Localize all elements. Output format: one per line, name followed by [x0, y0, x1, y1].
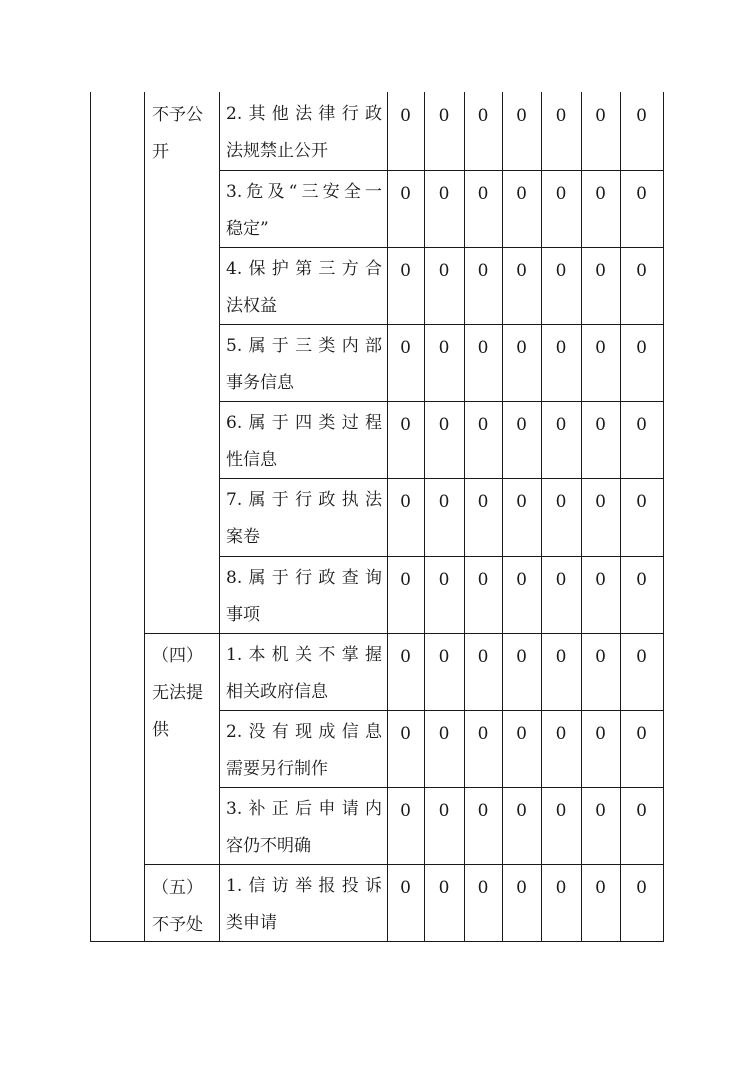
value-cell: 0: [636, 415, 647, 435]
category-line: 无法提: [152, 683, 203, 703]
value-cell: 0: [636, 801, 647, 821]
value-cell: 0: [595, 492, 606, 512]
value-cell: 0: [438, 106, 450, 126]
table-column-line: [144, 92, 145, 941]
category-not-disclosed: [152, 97, 216, 171]
value-cell: 0: [636, 184, 647, 204]
value-cell: 0: [636, 338, 647, 358]
value-cell: 0: [595, 106, 606, 126]
value-cell: 0: [477, 106, 489, 126]
value-cell: 0: [516, 184, 527, 204]
value-cell: 0: [438, 724, 450, 744]
value-cell: 0: [516, 878, 527, 898]
subcategory-line2: 稳定”: [226, 219, 269, 239]
value-cell: 0: [516, 261, 527, 281]
subcategory-cell: [226, 791, 382, 865]
table-column-line: [620, 92, 621, 941]
value-cell: 0: [595, 338, 606, 358]
value-cell: 0: [636, 570, 647, 590]
table-border-left: [90, 92, 91, 941]
table-column-line: [387, 92, 388, 941]
subcategory-line1: 4.保护第三方合: [226, 259, 382, 279]
value-cell: 0: [400, 724, 411, 744]
value-cell: 0: [636, 878, 647, 898]
value-cell: 0: [555, 338, 567, 358]
value-cell: 0: [516, 415, 527, 435]
value-cell: 0: [438, 878, 450, 898]
value-cell: 0: [438, 647, 450, 667]
value-cell: 0: [477, 878, 489, 898]
subcategory-line1: 6.属于四类过程: [226, 413, 382, 433]
value-cell: 0: [555, 415, 567, 435]
value-cell: 0: [438, 338, 450, 358]
value-cell: 0: [477, 647, 489, 667]
value-cell: 0: [595, 647, 606, 667]
value-cell: 0: [400, 647, 411, 667]
value-cell: 0: [400, 106, 411, 126]
table-column-line: [663, 92, 664, 941]
table-row-line: [144, 633, 664, 634]
value-cell: 0: [555, 570, 567, 590]
table-column-line: [502, 92, 503, 941]
subcategory-line1: 2.没有现成信息: [226, 722, 382, 742]
subcategory-line2: 案卷: [226, 527, 260, 547]
value-cell: 0: [477, 261, 489, 281]
value-cell: 0: [595, 878, 606, 898]
table-row-line: [219, 170, 664, 171]
value-cell: 0: [400, 492, 411, 512]
value-cell: 0: [555, 878, 567, 898]
subcategory-line2: 类申请: [226, 913, 277, 933]
subcategory-line1: 2.其他法律行政: [226, 104, 382, 124]
subcategory-cell: [226, 251, 382, 325]
value-cell: 0: [400, 415, 411, 435]
value-cell: 0: [438, 261, 450, 281]
value-cell: 0: [477, 724, 489, 744]
value-cell: 0: [438, 415, 450, 435]
category-line: 开: [152, 142, 169, 162]
value-cell: 0: [555, 106, 567, 126]
value-cell: 0: [516, 570, 527, 590]
value-cell: 0: [400, 570, 411, 590]
value-cell: 0: [516, 724, 527, 744]
subcategory-cell: [226, 714, 382, 788]
table-column-line: [464, 92, 465, 941]
category-line: （四）: [152, 646, 203, 666]
subcategory-line1: 7.属于行政执法: [226, 490, 382, 510]
subcategory-line1: 8.属于行政查询: [226, 568, 382, 588]
table-row-line: [219, 556, 664, 557]
value-cell: 0: [636, 261, 647, 281]
subcategory-line1: 3.补正后申请内: [226, 799, 382, 819]
subcategory-line1: 5.属于三类内部: [226, 336, 382, 356]
value-cell: 0: [516, 492, 527, 512]
value-cell: 0: [400, 184, 411, 204]
subcategory-cell: [226, 868, 382, 942]
subcategory-line2: 法权益: [226, 296, 277, 316]
value-cell: 0: [555, 724, 567, 744]
value-cell: 0: [438, 570, 450, 590]
value-cell: 0: [400, 801, 411, 821]
subcategory-cell: [226, 405, 382, 479]
value-cell: 0: [555, 801, 567, 821]
subcategory-line2: 需要另行制作: [226, 759, 328, 779]
value-cell: 0: [438, 492, 450, 512]
value-cell: 0: [595, 261, 606, 281]
subcategory-cell: [226, 637, 382, 711]
subcategory-line2: 事项: [226, 605, 260, 625]
value-cell: 0: [477, 801, 489, 821]
value-cell: 0: [400, 878, 411, 898]
category-line: 供: [152, 720, 169, 740]
subcategory-cell: [226, 560, 382, 634]
category-line: （五）: [152, 878, 203, 898]
table-row-line: [144, 864, 664, 865]
subcategory-line2: 性信息: [226, 450, 277, 470]
value-cell: 0: [595, 801, 606, 821]
value-cell: 0: [595, 415, 606, 435]
value-cell: 0: [438, 801, 450, 821]
value-cell: 0: [595, 184, 606, 204]
value-cell: 0: [555, 492, 567, 512]
subcategory-line2: 容仍不明确: [226, 836, 311, 856]
value-cell: 0: [400, 338, 411, 358]
subcategory-line2: 相关政府信息: [226, 682, 328, 702]
value-cell: 0: [636, 647, 647, 667]
category-not-processed: [152, 870, 216, 944]
subcategory-cell: [226, 328, 382, 402]
category-unable-provide: [152, 638, 216, 749]
subcategory-line2: 法规禁止公开: [226, 141, 328, 161]
table-column-line: [581, 92, 582, 941]
value-cell: 0: [555, 647, 567, 667]
subcategory-line1: 3.危及“三安全一: [226, 182, 382, 202]
value-cell: 0: [477, 338, 489, 358]
value-cell: 0: [636, 492, 647, 512]
subcategory-line2: 事务信息: [226, 373, 294, 393]
subcategory-cell: [226, 174, 382, 248]
value-cell: 0: [595, 570, 606, 590]
category-line: 不予处: [152, 915, 203, 935]
value-cell: 0: [595, 724, 606, 744]
value-cell: 0: [555, 261, 567, 281]
value-cell: 0: [400, 261, 411, 281]
value-cell: 0: [516, 338, 527, 358]
value-cell: 0: [555, 184, 567, 204]
value-cell: 0: [516, 647, 527, 667]
value-cell: 0: [477, 415, 489, 435]
value-cell: 0: [438, 184, 450, 204]
subcategory-line1: 1.本机关不掌握: [226, 645, 382, 665]
value-cell: 0: [636, 106, 647, 126]
value-cell: 0: [516, 106, 527, 126]
category-line: 不予公: [152, 105, 203, 125]
value-cell: 0: [477, 570, 489, 590]
subcategory-line1: 1.信访举报投诉: [226, 876, 382, 896]
value-cell: 0: [516, 801, 527, 821]
table-column-line: [541, 92, 542, 941]
table-column-line: [219, 92, 220, 941]
value-cell: 0: [477, 492, 489, 512]
value-cell: 0: [636, 724, 647, 744]
table-column-line: [424, 92, 425, 941]
subcategory-cell: [226, 482, 382, 556]
value-cell: 0: [477, 184, 489, 204]
subcategory-cell: [226, 96, 382, 170]
